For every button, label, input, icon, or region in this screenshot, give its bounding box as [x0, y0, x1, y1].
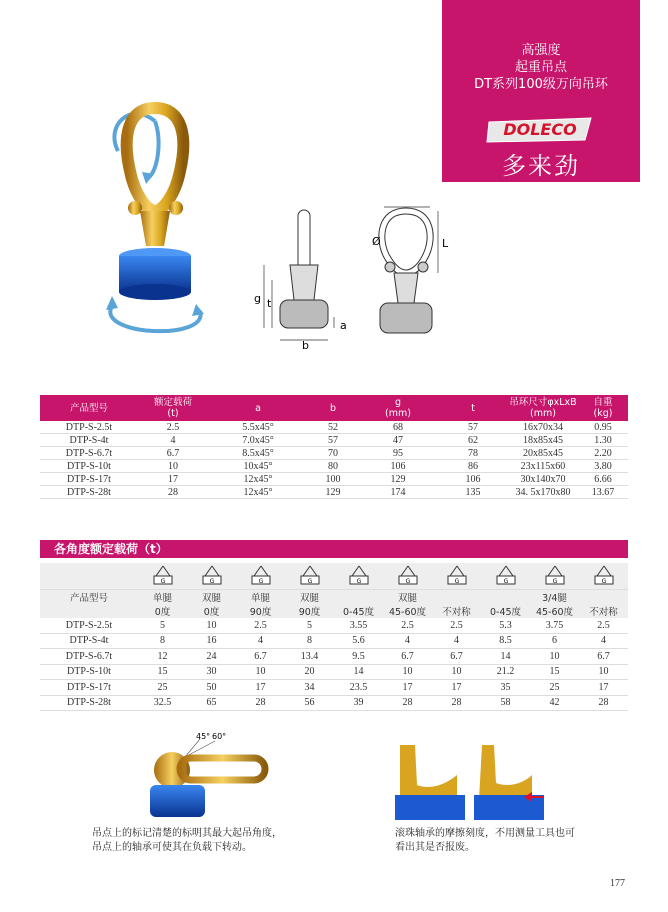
angle-cell: 5.3: [481, 618, 530, 633]
spec-cell: 106: [438, 473, 508, 486]
bottom-left-caption-1: 吊点上的标记清楚的标明其最大起吊角度，: [92, 828, 282, 839]
dim-a-label: a: [340, 319, 347, 332]
angle-row: [40, 633, 628, 649]
angle-cell: 30: [187, 664, 236, 680]
svg-text:G: G: [356, 577, 361, 585]
angle-section-title-text: 各角度额定载荷（t）: [54, 542, 168, 556]
angle-cell: 5: [138, 618, 187, 633]
angle-cell: 50: [187, 680, 236, 696]
angle-cell: 23.5: [334, 680, 383, 696]
angle-header-cell: 45-60度: [530, 604, 579, 618]
spec-cell: 57: [308, 434, 358, 447]
brand-block: [442, 0, 640, 182]
angle-cell: 2.5: [432, 618, 481, 633]
angle-cell: 2.5: [236, 618, 285, 633]
angle-header-cell: 不对称: [579, 604, 628, 618]
spec-cell: 3.80: [578, 460, 628, 473]
spec-cell: 12x45°: [208, 473, 308, 486]
angle-header-cell: 90度: [236, 604, 285, 618]
spec-header-row: [40, 395, 628, 421]
angle-cell: 15: [138, 664, 187, 680]
spec-row: [40, 486, 628, 499]
angle-cell: 2.5: [383, 618, 432, 633]
svg-text:G: G: [307, 577, 312, 585]
single-90-icon: [236, 563, 285, 590]
spec-cell: 13.67: [578, 486, 628, 499]
angle-cell: 14: [481, 649, 530, 665]
spec-cell: 4: [138, 434, 208, 447]
angle-cell: DTP-S-2.5t: [40, 618, 138, 633]
angle-cell: 8: [138, 633, 187, 649]
double-leg-icon: [187, 563, 236, 590]
angle-header-cell: 90度: [285, 604, 334, 618]
angle-cell: 10: [187, 618, 236, 633]
bottom-left-caption: [92, 827, 322, 855]
angle-cell: 3.75: [530, 618, 579, 633]
spec-cell: 30x140x70: [508, 473, 578, 486]
spec-cell: 100: [308, 473, 358, 486]
angle-cell: 17: [579, 680, 628, 696]
angle-cell: 6: [530, 633, 579, 649]
spec-cell: 17: [138, 473, 208, 486]
spec-header-cell: 吊环尺寸φxLxB (mm): [509, 397, 577, 419]
spec-cell: 16x70x34: [508, 421, 578, 434]
spec-header-cell: t: [471, 402, 475, 414]
spec-cell: 70: [308, 447, 358, 460]
svg-text:G: G: [552, 577, 557, 585]
angle-cell: 34: [285, 680, 334, 696]
angle-cell: DTP-S-6.7t: [40, 649, 138, 665]
spec-row: [40, 447, 628, 460]
svg-text:G: G: [405, 577, 410, 585]
bottom-right-caption-1: 滚珠轴承的摩擦刻度，不用测量工具也可: [395, 828, 575, 839]
angle-marking-photo: [140, 725, 280, 825]
spec-cell: DTP-S-6.7t: [40, 447, 138, 460]
spec-cell: 47: [358, 434, 438, 447]
bottom-left-caption-2: 吊点上的轴承可使其在负载下转动。: [92, 842, 252, 853]
doleco-logo: [485, 116, 595, 144]
angle-header-cell: 双腿: [383, 590, 432, 605]
four-asym-icon: [579, 563, 628, 590]
spec-cell: 6.66: [578, 473, 628, 486]
spec-header-cell: 产品型号: [69, 402, 108, 414]
svg-text:G: G: [258, 577, 263, 585]
angle-icon-row: [40, 563, 628, 590]
angle-header-cell: 0度: [138, 604, 187, 618]
angle-cell: 8.5: [481, 633, 530, 649]
angle-cell: 4: [432, 633, 481, 649]
spec-cell: 174: [358, 486, 438, 499]
angle-header-cell: [579, 590, 628, 605]
spec-cell: 28: [138, 486, 208, 499]
angle-cell: 20: [285, 664, 334, 680]
spec-cell: 80: [308, 460, 358, 473]
spec-header-cell: a: [255, 402, 261, 414]
angle-cell: 9.5: [334, 649, 383, 665]
angle-cell: 16: [187, 633, 236, 649]
angle-cell: 28: [432, 695, 481, 711]
bottom-right-caption: [395, 827, 595, 855]
bearing-photo-2: [474, 745, 544, 820]
angle-cell: 8: [285, 633, 334, 649]
spec-header-cell: 额定载荷 (t): [153, 397, 192, 419]
angle-cell: 28: [579, 695, 628, 711]
angle-cell: 10: [383, 664, 432, 680]
spec-header-cell: 自重 (kg): [593, 397, 613, 419]
spec-cell: 8.5x45°: [208, 447, 308, 460]
four-45-icon: [481, 563, 530, 590]
angle-header-cell: 3/4腿: [530, 590, 579, 605]
angle-header-cell: 45-60度: [383, 604, 432, 618]
svg-text:G: G: [209, 577, 214, 585]
spec-cell: DTP-S-4t: [40, 434, 138, 447]
spec-row: [40, 473, 628, 486]
angle-60-label: 60°: [212, 732, 227, 741]
brand-line2: 起重吊点: [514, 60, 567, 75]
svg-text:G: G: [503, 577, 508, 585]
angle-cell: 4: [579, 633, 628, 649]
spec-cell: 10x45°: [208, 460, 308, 473]
spec-cell: 106: [358, 460, 438, 473]
angle-cell: 5.6: [334, 633, 383, 649]
angle-cell: 10: [236, 664, 285, 680]
product-photo: [100, 96, 210, 346]
bearing-photo-1: [395, 745, 465, 820]
page-number: 177: [610, 878, 625, 889]
angle-row: [40, 680, 628, 696]
angle-cell: 35: [481, 680, 530, 696]
double-60-icon: [383, 563, 432, 590]
spec-cell: DTP-S-10t: [40, 460, 138, 473]
angle-header-cell: [40, 604, 138, 618]
side-view-drawing: [250, 205, 360, 350]
angle-cell: 6.7: [236, 649, 285, 665]
spec-header-cell: b: [329, 402, 337, 414]
angle-header-cell: 0-45度: [334, 604, 383, 618]
angle-section-title: [40, 540, 628, 558]
brand-line3: DT系列100级万向吊环: [474, 77, 608, 92]
angle-cell: 42: [530, 695, 579, 711]
spec-cell: 10: [138, 460, 208, 473]
angle-cell: 39: [334, 695, 383, 711]
spec-cell: 2.20: [578, 447, 628, 460]
spec-cell: 135: [438, 486, 508, 499]
spec-table: [40, 395, 628, 499]
spec-cell: 12x45°: [208, 486, 308, 499]
angle-cell: 28: [383, 695, 432, 711]
angle-cell: 6.7: [579, 649, 628, 665]
svg-text:G: G: [454, 577, 459, 585]
single-leg-icon: [138, 563, 187, 590]
angle-cell: 2.5: [579, 618, 628, 633]
four-60-icon: [530, 563, 579, 590]
brand-line1: 高强度: [521, 43, 561, 58]
angle-cell: 25: [138, 680, 187, 696]
spec-cell: 52: [308, 421, 358, 434]
angle-cell: 15: [530, 664, 579, 680]
angle-cell: 5: [285, 618, 334, 633]
dim-phi-label: Ø: [372, 235, 381, 248]
dim-t-label: t: [267, 297, 272, 310]
spec-row: [40, 460, 628, 473]
angle-cell: 24: [187, 649, 236, 665]
spec-cell: 20x85x45: [508, 447, 578, 460]
angle-cell: 4: [236, 633, 285, 649]
spec-cell: 5.5x45°: [208, 421, 308, 434]
angle-header-row: [40, 604, 628, 618]
front-view-drawing: [368, 193, 468, 348]
dim-b-label: b: [302, 339, 309, 350]
angle-header-cell: 不对称: [432, 604, 481, 618]
angle-cell: 17: [432, 680, 481, 696]
spec-cell: 7.0x45°: [208, 434, 308, 447]
angle-cell: 3.55: [334, 618, 383, 633]
spec-cell: 129: [308, 486, 358, 499]
bottom-right-caption-2: 看出其是否报废。: [395, 842, 475, 853]
svg-text:G: G: [601, 577, 606, 585]
angle-cell: 6.7: [432, 649, 481, 665]
angle-header-cell: 单腿: [236, 590, 285, 605]
angle-cell: 28: [236, 695, 285, 711]
angle-cell: DTP-S-4t: [40, 633, 138, 649]
svg-text:DOLECO: DOLECO: [503, 120, 577, 139]
spec-header-cell: g (mm): [385, 397, 411, 419]
angle-header-row: [40, 590, 628, 605]
angle-load-table: [40, 563, 628, 711]
angle-cell: 14: [334, 664, 383, 680]
angle-header-cell: 产品型号: [40, 590, 138, 605]
angle-cell: 12: [138, 649, 187, 665]
spec-cell: 62: [438, 434, 508, 447]
spec-cell: 1.30: [578, 434, 628, 447]
angle-cell: 10: [579, 664, 628, 680]
angle-cell: 4: [383, 633, 432, 649]
angle-cell: 58: [481, 695, 530, 711]
angle-cell: 10: [530, 649, 579, 665]
angle-cell: 56: [285, 695, 334, 711]
angle-header-cell: 单腿: [138, 590, 187, 605]
angle-45-label: 45°: [196, 732, 211, 741]
angle-header-cell: 双腿: [187, 590, 236, 605]
spec-cell: DTP-S-28t: [40, 486, 138, 499]
spec-cell: 34. 5x170x80: [508, 486, 578, 499]
angle-cell: 25: [530, 680, 579, 696]
double-90-icon: [285, 563, 334, 590]
angle-cell: 10: [432, 664, 481, 680]
spec-cell: DTP-S-17t: [40, 473, 138, 486]
angle-row: [40, 649, 628, 665]
spec-cell: 95: [358, 447, 438, 460]
angle-cell: DTP-S-28t: [40, 695, 138, 711]
spec-cell: DTP-S-2.5t: [40, 421, 138, 434]
svg-text:G: G: [160, 577, 165, 585]
spec-cell: 78: [438, 447, 508, 460]
spec-cell: 86: [438, 460, 508, 473]
angle-header-cell: [334, 590, 383, 605]
angle-cell: 32.5: [138, 695, 187, 711]
double-45-icon: [334, 563, 383, 590]
dim-g-label: g: [254, 292, 261, 305]
asym-icon: [432, 563, 481, 590]
spec-cell: 18x85x45: [508, 434, 578, 447]
angle-row: [40, 618, 628, 633]
spec-cell: 57: [438, 421, 508, 434]
spec-row: [40, 421, 628, 434]
angle-cell: DTP-S-17t: [40, 680, 138, 696]
angle-header-cell: 双腿: [285, 590, 334, 605]
spec-cell: 23x115x60: [508, 460, 578, 473]
spec-cell: 6.7: [138, 447, 208, 460]
spec-cell: 2.5: [138, 421, 208, 434]
angle-cell: 21.2: [481, 664, 530, 680]
angle-header-cell: [432, 590, 481, 605]
company-name: 多来劲: [502, 152, 580, 180]
angle-cell: 17: [383, 680, 432, 696]
angle-header-cell: [481, 590, 530, 605]
dim-L-label: L: [442, 237, 449, 250]
spec-cell: 0.95: [578, 421, 628, 434]
angle-cell: DTP-S-10t: [40, 664, 138, 680]
angle-cell: 17: [236, 680, 285, 696]
angle-cell: 13.4: [285, 649, 334, 665]
angle-header-cell: 0-45度: [481, 604, 530, 618]
spec-cell: 68: [358, 421, 438, 434]
angle-cell: 65: [187, 695, 236, 711]
angle-row: [40, 664, 628, 680]
spec-cell: 129: [358, 473, 438, 486]
angle-header-cell: 0度: [187, 604, 236, 618]
angle-cell: 6.7: [383, 649, 432, 665]
spec-row: [40, 434, 628, 447]
angle-row: [40, 695, 628, 711]
